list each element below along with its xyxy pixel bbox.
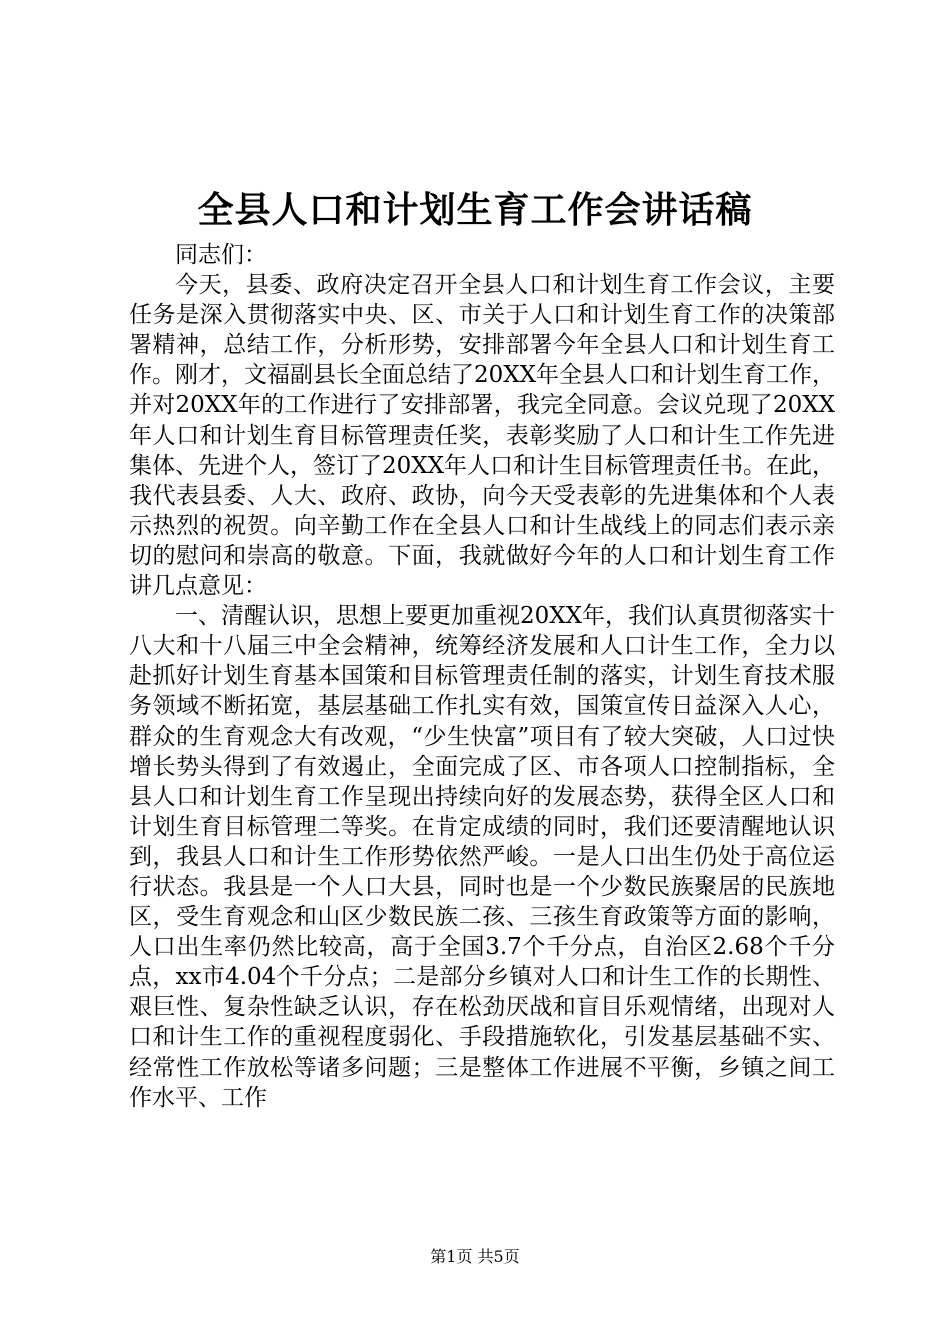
page-footer: 第1页 共5页 bbox=[430, 1247, 520, 1266]
paragraph-2: 一、清醒认识，思想上要更加重视20XX年，我们认真贯彻落实十八大和十八届三中全会精神，统筹经济发展和人口计生工作，全力以赴抓好计划生育基本国策和目标管理责任制的落实，计划生育技术服务领域不断拓宽，基层基础工作扎实有效，国策宣传日益深入人心，群众的生育观念大有改观，“少生快富”项目有了较大突破，人口过快增长势头得到了有效遏止，全面完成了区、市各项人口控制指标，全县人口和计划生育工作呈现出持续向好的发展态势，获得全区人口和计划生育目标管理二等奖。在肯定成绩的同时，我们还要清醒地认识到，我县人口和计生工作形势依然严峻。一是人口出生仍处于高位运行状态。我县是一个人口大县，同时也是一个少数民族聚居的民族地区，受生育观念和山区少数民族二孩、三孩生育政策等方面的影响，人口出生率仍然比较高，高于全国3.7个千分点，自治区2.68个千分点，xx市4.04个千分点；二是部分乡镇对人口和计生工作的长期性、艰巨性、复杂性缺乏认识，存在松劲厌战和盲目乐观情绪，出现对人口和计生工作的重视程度弱化、手段措施软化，引发基层基础不实、经常性工作放松等诸多问题；三是整体工作进展不平衡，乡镇之间工作水平、工作 bbox=[129, 603, 836, 1111]
salutation: 同志们： bbox=[175, 242, 267, 268]
document-body bbox=[129, 240, 835, 1113]
paragraph-1: 今天，县委、政府决定召开全县人口和计划生育工作会议，主要任务是深入贯彻落实中央、区、市关于人口和计划生育工作的决策部署精神，总结工作，分析形势，安排部署今年全县人口和计划生育工作。刚才，文福副县长全面总结了20XX年全县人口和计划生育工作，并对20XX年的工作进行了安排部署，我完全同意。会议兑现了20XX年人口和计划生育目标管理责任奖，表彰奖励了人口和计生工作先进集体、先进个人，签订了20XX年人口和计生目标管理责任书。在此，我代表县委、人大、政府、政协，向今天受表彰的先进集体和个人表示热烈的祝贺。向辛勤工作在全县人口和计生战线上的同志们表示亲切的慰问和崇高的敬意。下面，我就做好今年的人口和计划生育工作讲几点意见： bbox=[129, 272, 836, 600]
document-title: 全县人口和计划生育工作会讲话稿 bbox=[197, 189, 753, 231]
